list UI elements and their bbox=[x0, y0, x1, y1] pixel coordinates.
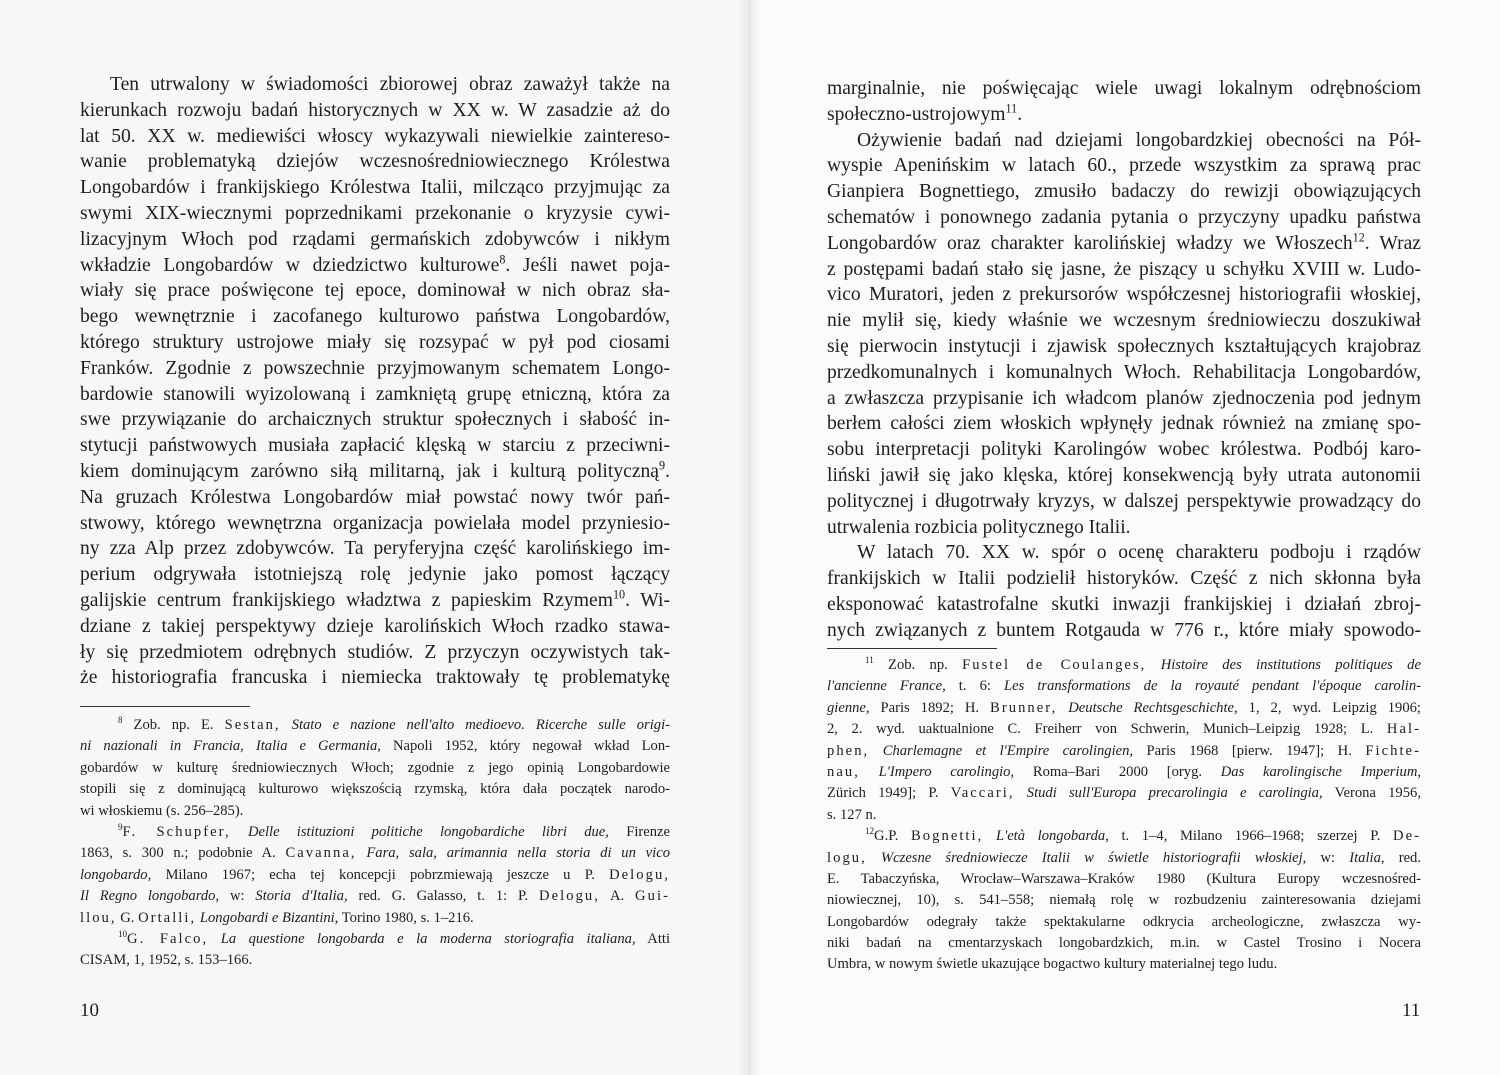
text-line: Longobardów i frankijskiego Królestwa Italii, milcząco przyjmując za bbox=[80, 177, 670, 199]
text-line bbox=[80, 459, 670, 485]
text-line: W latach 70. XX w. spór o ocenę charakteru podboju i rządów bbox=[857, 542, 1421, 564]
text-segment: w: bbox=[229, 888, 245, 905]
author-name: Cavanna, bbox=[285, 845, 357, 862]
text-line: przedkomunalnych i komunalnych Włoch. Rehabilitacja Longobardów, bbox=[827, 361, 1421, 383]
text-line: Franków. Zgodnie z powszechnie przyjmowanym schematem Longo- bbox=[80, 357, 670, 379]
work-title: Italia, bbox=[1349, 849, 1385, 866]
text-line: eksponować katastrofalne skutki inwazji frankijskiej i działań zbroj- bbox=[827, 593, 1421, 615]
author-name: Sestan, bbox=[224, 717, 281, 733]
text-line: bego wewnętrznie i zacofanego kulturowo państwa Longobardów, bbox=[80, 306, 670, 328]
text-line: Ten utrwalony w świadomości zbiorowej obraz zaważył także na bbox=[110, 74, 670, 95]
text-line: lat 50. XX w. mediewiści włoscy wykazywali niewielkie zaintereso- bbox=[80, 125, 670, 147]
page-number: 10 bbox=[80, 1000, 99, 1021]
text-line: którego struktury ustrojowe miały się rozsypać w pył pod ciosami bbox=[80, 331, 670, 353]
footnote-8 bbox=[80, 715, 670, 736]
footnote-line bbox=[827, 741, 1421, 762]
footnote-line: CISAM, 1, 1952, s. 153–166. bbox=[80, 952, 253, 969]
text-line: ły się przedmiotem odrębnych studiów. Z przyczyn oczywistych tak- bbox=[80, 641, 670, 663]
work-title: La questione longobarda e la moderna storiografia italiana, bbox=[220, 930, 636, 947]
text-line: nie mylił się, kiedy właśnie we wczesnym średniowieczu doszukiwał bbox=[827, 310, 1421, 332]
footnote-ref: 9 bbox=[659, 458, 666, 473]
footnote-12 bbox=[827, 826, 1421, 847]
text-line bbox=[827, 231, 1421, 257]
text-line: wyspie Apenińskim w latach 60., przede wszystkim za sprawą prac bbox=[827, 155, 1421, 177]
footnote-9 bbox=[80, 822, 670, 843]
text-line: vico Muratori, jeden z prekursorów współczesnej historiografii włoskiej, bbox=[827, 284, 1421, 306]
text-line: kierunkach rozwoju badań historycznych w XX w. W zasadzie aż do bbox=[80, 99, 670, 121]
work-title: gienne, bbox=[827, 699, 870, 716]
footnote-mark: 10 bbox=[118, 929, 128, 940]
footnote-10 bbox=[80, 929, 670, 950]
left-body-text bbox=[80, 72, 670, 691]
footnote-line: stopili się z dominującą kulturowo większością rzymską, która dała początek narodo- bbox=[80, 781, 670, 798]
footnote-ref: 8 bbox=[499, 252, 506, 267]
text-segment: . bbox=[665, 460, 670, 482]
text-segment: społeczno-ustrojowym bbox=[827, 103, 1006, 125]
text-line: Gianpiera Bognettiego, zmusiło badaczy do rewizji obowiązujących bbox=[827, 181, 1421, 203]
author-name: Fustel de Coulanges, bbox=[962, 657, 1147, 673]
text-line: stytucji państwowych musiała zapłacić klęską w starciu z przeciwni- bbox=[80, 435, 670, 457]
work-title: longobardo, bbox=[80, 866, 152, 883]
text-line bbox=[827, 102, 1421, 128]
author-name: Delogu, bbox=[609, 866, 670, 883]
text-line: liński jawił się jako klęska, której konsekwencją były utrata autonomii bbox=[827, 464, 1421, 486]
text-line: berłem całości ziem włoskich wpłynęły jednak również na zmianę spo- bbox=[827, 413, 1421, 435]
text-line: Ożywienie badań nad dziejami longobardzkiej obecności na Pół- bbox=[857, 129, 1421, 151]
footnote-line: niki badań na cmentarzyskach longobardzkich, m.in. w Castel Trosino i Nocera bbox=[827, 935, 1421, 952]
author-name: Bognetti, bbox=[911, 828, 984, 845]
footnote-ref: 10 bbox=[612, 587, 626, 602]
text-segment: Paris 1968 [pierw. 1947]; H. bbox=[1146, 742, 1352, 759]
work-title: Fara, sala, arimannia nella storia di un vico bbox=[366, 845, 670, 862]
text-line: a zwłaszcza przypisanie ich władcom planów zjednoczenia pod jednym bbox=[827, 387, 1421, 409]
footnote-line bbox=[80, 736, 670, 757]
text-segment: 1863, s. 300 n.; podobnie A. bbox=[80, 845, 276, 862]
text-segment: . Wi- bbox=[625, 589, 670, 611]
text-segment: Paris 1892; H. bbox=[880, 699, 980, 716]
text-line: utrwalenia rozbicia politycznego Italii. bbox=[827, 516, 1131, 538]
text-segment: Torino 1980, s. 1–216. bbox=[341, 909, 474, 926]
text-segment: w: bbox=[1320, 849, 1336, 866]
footnote-divider bbox=[80, 706, 250, 707]
work-title: Studi sull'Europa precarolingia e carolingia, bbox=[1026, 785, 1323, 802]
work-title: Wczesne średniowiecze Italii w świetle historiografii włoskiej, bbox=[881, 849, 1307, 866]
work-title: Les transformations de la royauté pendant l'époque carolin- bbox=[1004, 678, 1421, 695]
author-name: Vaccari, bbox=[950, 785, 1015, 802]
text-segment: Longobardów oraz charakter karolińskiej władzy we Włoszech bbox=[827, 232, 1353, 254]
author-name: G. Falco, bbox=[127, 930, 209, 947]
footnote-line bbox=[80, 908, 670, 929]
author-name: Brunner, bbox=[990, 699, 1058, 716]
text-line: sobu interpretacji polityki Karolingów wobec królestwa. Podbój karo- bbox=[827, 439, 1421, 461]
footnote-line bbox=[827, 762, 1421, 783]
footnote-line bbox=[827, 719, 1421, 740]
text-line: swymi XIX-wiecznymi poprzednikami przekonanie o kryzysie cywi- bbox=[80, 202, 670, 224]
work-title: ni nazionali in Francia, Italia e Germania, bbox=[80, 738, 381, 755]
text-line: Na gruzach Królestwa Longobardów miał powstać nowy twór pań- bbox=[80, 486, 670, 508]
text-line: stwowy, którego wewnętrzna organizacja powielała model przyniesio- bbox=[80, 512, 670, 534]
footnote-line bbox=[827, 848, 1421, 869]
footnote-line bbox=[80, 843, 670, 864]
text-segment: Roma–Bari 2000 [oryg. bbox=[1032, 763, 1203, 780]
text-segment: 2, 2. wyd. uaktualnione C. Freiherr von Schwerin, Munich–Leipzig 1928; L. bbox=[827, 721, 1374, 738]
footnote-divider bbox=[827, 648, 997, 649]
work-title: l'ancienne France, bbox=[827, 678, 946, 695]
author-name: Delogu, bbox=[539, 888, 600, 905]
text-line bbox=[80, 588, 670, 614]
footnote-mark: 12 bbox=[865, 826, 875, 837]
text-segment: red. bbox=[1398, 849, 1421, 866]
book-gutter bbox=[738, 0, 762, 1075]
work-title: Deutsche Rechtsgeschichte, bbox=[1068, 699, 1238, 716]
text-line: wanie problematyką dziejów wczesnośredniowiecznego Królestwa bbox=[80, 151, 670, 173]
text-segment: G. bbox=[120, 909, 135, 926]
text-segment: Zob. np. E. bbox=[133, 717, 214, 733]
footnote-mark: 8 bbox=[118, 715, 123, 726]
text-segment: Zürich 1949]; P. bbox=[827, 785, 939, 802]
work-title: L'età longobarda, bbox=[995, 828, 1109, 845]
text-line: dziane z takiej perspektywy dzieje karolińskich Włoch rzadko stawa- bbox=[80, 615, 670, 637]
text-segment: . Wraz bbox=[1364, 232, 1421, 254]
text-segment: A. bbox=[610, 888, 625, 905]
text-line: bardowie stanowili wyizolowaną i zamkniętą grupę etniczną, która za bbox=[80, 383, 670, 405]
page-number: 11 bbox=[1402, 1000, 1421, 1021]
text-segment: Zob. np. bbox=[888, 657, 948, 673]
author-name: F. Schupfer, bbox=[122, 823, 231, 840]
text-segment: t. 1–4, Milano 1966–1968; szerzej P. bbox=[1121, 828, 1381, 845]
author-name: Gui- bbox=[635, 888, 670, 905]
footnote-line bbox=[80, 886, 670, 907]
text-segment: t. 6: bbox=[958, 678, 991, 695]
author-name: De- bbox=[1392, 828, 1421, 845]
text-line: nych związanych z buntem Rotgauda w 776 r., które miały spowodo- bbox=[827, 619, 1421, 641]
work-title: Longobardi e Bizantini, bbox=[199, 909, 339, 926]
text-segment: galijskie centrum frankijskiego władztwa z papieskim Rzymem bbox=[80, 589, 613, 611]
left-footnotes bbox=[80, 715, 670, 972]
text-segment: kiem dominującym zarówno siłą militarną, jak i kulturą polityczną bbox=[80, 460, 660, 482]
text-line bbox=[80, 253, 670, 279]
author-name: llou, bbox=[80, 909, 117, 926]
footnote-line bbox=[80, 865, 670, 886]
text-line: wiały się prace poświęcone tej epoce, dominował w nich obraz sła- bbox=[80, 280, 670, 302]
footnote-ref: 12 bbox=[1352, 230, 1365, 245]
work-title: Storia d'Italia, bbox=[255, 888, 348, 905]
author-name: Ortalli, bbox=[138, 909, 197, 926]
footnote-line: gobardów w kulturę średniowiecznych Włoch; zgodnie z jego opinią Longobardowie bbox=[80, 759, 670, 776]
work-title: Il Regno longobardo, bbox=[80, 888, 220, 905]
text-line: schematów i ponownego zadania pytania o przyczyny upadku państwa bbox=[827, 206, 1421, 228]
text-segment: G.P. bbox=[874, 828, 899, 845]
footnote-mark: 11 bbox=[865, 655, 874, 666]
text-line: że historiografia francuska i niemiecka traktowały tę problematykę bbox=[80, 667, 670, 689]
right-footnotes bbox=[827, 655, 1421, 976]
author-name: Hal- bbox=[1386, 721, 1421, 738]
text-line: lizacyjnym Włoch pod rządami germańskich zdobywców i nikłym bbox=[80, 228, 670, 250]
work-title: Stato e nazione nell'alto medioevo. Ricerche sulle origi- bbox=[291, 717, 670, 733]
footnote-line bbox=[827, 783, 1421, 804]
work-title: Histoire des institutions politiques de bbox=[1160, 657, 1421, 673]
text-segment: . bbox=[1017, 103, 1023, 125]
work-title: L'Impero carolingio, bbox=[878, 763, 1015, 780]
author-name: logu, bbox=[827, 849, 867, 866]
text-line: się pierwocin instytucji i zjawisk społecznych kształtujących krajobraz bbox=[827, 335, 1421, 357]
text-line: ny zza Alp przez zdobywców. Ta peryferyjna część karolińskiego im- bbox=[80, 538, 670, 560]
footnote-ref: 11 bbox=[1005, 101, 1018, 116]
work-title: Das karolingische Imperium, bbox=[1220, 763, 1421, 780]
footnote-11 bbox=[827, 655, 1421, 676]
text-segment: Verona 1956, bbox=[1334, 785, 1421, 802]
text-segment: Atti bbox=[647, 930, 670, 947]
right-body-text bbox=[827, 76, 1421, 644]
text-segment: 1, 2, wyd. Leipzig 1906; bbox=[1248, 699, 1421, 716]
footnote-mark: 9 bbox=[118, 822, 123, 833]
text-segment: red. G. Galasso, t. 1: P. bbox=[358, 888, 529, 905]
footnote-line: Umbra, w nowym świetle ukazujące bogactwo kultury materialnej tego ludu. bbox=[827, 956, 1278, 973]
footnote-line bbox=[827, 698, 1421, 719]
right-page bbox=[750, 0, 1500, 1075]
footnote-line: niowiecznej, 10), s. 541–558; niemałą rolę w rozbudzeniu zainteresowania dziejami bbox=[827, 892, 1421, 909]
author-name: Fichte- bbox=[1365, 742, 1421, 759]
text-line: frankijskich w Italii podzielił historyków. Część z nich skłonna była bbox=[827, 568, 1421, 590]
text-segment: Firenze bbox=[626, 823, 670, 840]
footnote-line: E. Tabaczyńska, Wrocław–Warszawa–Kraków 1980 (Kultura Europy wczesnośred- bbox=[827, 870, 1421, 887]
footnote-line: Longobardów odegrały także spektakularne odkrycia archeologiczne, zwłaszcza wy- bbox=[827, 913, 1421, 930]
work-title: Delle istituzioni politiche longobardiche libri due, bbox=[247, 823, 609, 840]
author-name: nau, bbox=[827, 763, 860, 780]
footnote-line: wi włoskiemu (s. 256–285). bbox=[80, 802, 244, 819]
text-line: marginalnie, nie poświęcając wiele uwagi lokalnym odrębnościom bbox=[827, 78, 1421, 99]
text-line: politycznej i długotrwały kryzys, w dalszej perspektywie prowadzący do bbox=[827, 490, 1421, 512]
author-name: phen, bbox=[827, 742, 870, 759]
text-line: z postępami badań stało się jasne, że piszący u schyłku XVIII w. Ludo- bbox=[827, 258, 1421, 280]
footnote-line bbox=[827, 676, 1421, 697]
footnote-line: s. 127 n. bbox=[827, 806, 877, 823]
text-segment: Napoli 1952, który negował wkład Lon- bbox=[392, 738, 670, 755]
work-title: Charlemagne et l'Empire carolingien, bbox=[882, 742, 1134, 759]
text-segment: wkładzie Longobardów w dziedzictwo kulturowe bbox=[80, 254, 500, 276]
text-line: swe przywiązanie do archaicznych struktur społecznych i słabość in- bbox=[80, 409, 670, 431]
text-segment: Milano 1967; echa tej koncepcji pobrzmiewają jeszcze u P. bbox=[165, 866, 595, 883]
text-segment: . Jeśli nawet poja- bbox=[505, 254, 670, 276]
text-line: perium odgrywała istotniejszą rolę jedynie jako pomost łączący bbox=[80, 564, 670, 586]
